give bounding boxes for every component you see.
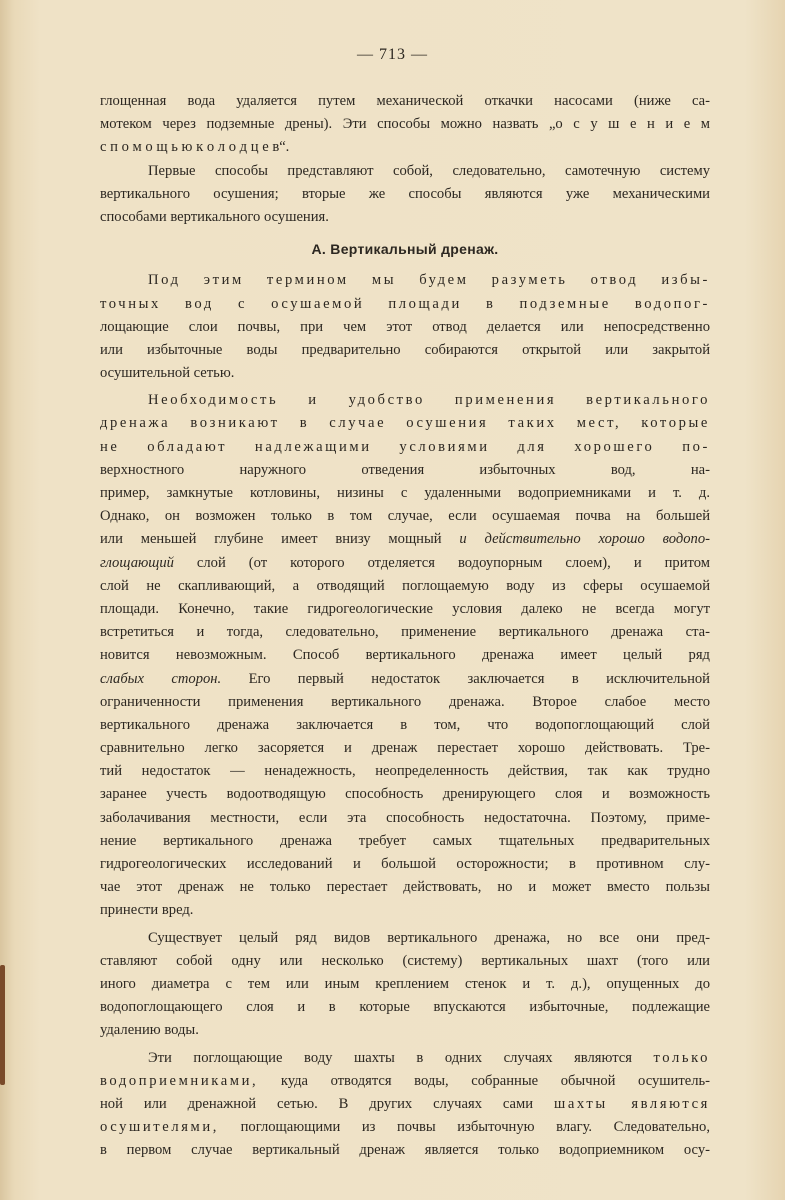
text-line: вертикального дренажа заключается в том, что водопоглощающий слой (100, 716, 710, 733)
section-heading: А. Вертикальный дренаж. (311, 241, 499, 258)
text-line: удалению воды. (100, 1022, 199, 1039)
text-line: водопоглощающего слоя и в которые впускаются избыточные, подлежащие (100, 999, 710, 1016)
text-line: точных вод с осушаемой площади в подземные водопог- (100, 295, 710, 312)
text-line: Под этим термином мы будем разуметь отвод избы- (148, 272, 710, 289)
text-line: Необходимость и удобство применения вертикального (148, 392, 710, 409)
text-line: осушительной сетью. (100, 365, 235, 382)
text-line: иного диаметра с тем или иным креплением стенок и т. д.), опущенных до (100, 975, 710, 992)
paragraph (100, 160, 710, 230)
text-line: глощенная вода удаляется путем механической откачки насосами (ниже са- (100, 93, 710, 109)
text-line: слой не скапливающий, а отводящий поглощаемую воду из сферы осушаемой (100, 577, 710, 594)
italic-fragment: и действительно хорошо водопо- (459, 531, 710, 548)
text-line: заранее учесть водоотводящую способность дренирующего слоя и возможность (100, 786, 710, 803)
text-line: пример, замкнутые котловины, низины с удаленными водоприемниками и т. д. (100, 485, 710, 501)
text-fragment: Его первый недостаток заключается в исключительной (248, 670, 710, 687)
text-line: верхностного наружного отведения избыточных вод, на- (100, 461, 710, 478)
spaced-fragment: только (653, 1049, 710, 1066)
text-line: чае этот дренаж не только перестает действовать, но и может вместо пользы (100, 879, 710, 896)
text-line: нение вертикального дренажа требует самых тщательных предварительных (100, 832, 710, 849)
text-line: Существует целый ряд видов вертикального дренажа, но все они пред- (148, 929, 710, 946)
text-line (100, 1070, 710, 1093)
text-line (100, 528, 710, 551)
text-line: или избыточные воды предварительно собираются открытой или закрытой (100, 341, 710, 358)
page-body (100, 90, 710, 1162)
text-fragment: Эти поглощающие воду шахты в одних случаях являются (148, 1049, 632, 1066)
text-line: мотеком через подземные дрены). Эти способы можно назвать „о с у ш е н и е м (100, 116, 710, 133)
text-line: дренажа возникают в случае осушения таких мест, которые (100, 415, 710, 432)
italic-fragment: глощающий (100, 554, 174, 571)
spaced-fragment: водоприемниками, (100, 1072, 259, 1089)
text-line (100, 1093, 710, 1116)
text-line: ставляют собой одну или несколько (систему) вертикальных шахт (того или (100, 952, 710, 969)
text-line: Первые способы представляют собой, следовательно, самотечную систему (148, 162, 710, 179)
text-line: площади. Конечно, такие гидрогеологические условия далеко не всегда могут (100, 600, 710, 617)
text-line (100, 1047, 710, 1070)
text-fragment: поглощающими из почвы избыточную влагу. Следовательно, (240, 1119, 710, 1136)
text-line (100, 552, 710, 575)
text-line: лощающие слои почвы, при чем этот отвод делается или непосредственно (100, 318, 710, 335)
text-fragment: слой (от которого отделяется водоупорным слоем), и притом (196, 554, 710, 571)
binding-mark (0, 965, 5, 1085)
text-line (100, 1116, 710, 1139)
text-line: тий недостаток — ненадежность, неопределенность действия, так как трудно (100, 763, 710, 780)
text-line: сравнительно легко засоряется и дренаж перестает хорошо действовать. Тре- (100, 740, 710, 757)
paragraph (100, 269, 710, 385)
spaced-fragment: шахты являются (553, 1095, 710, 1112)
paragraph (100, 389, 710, 922)
paragraph-continuation (100, 90, 710, 160)
text-line: ограниченности применения вертикального дренажа. Второе слабое место (100, 693, 710, 710)
spaced-fragment: осушителями, (100, 1119, 220, 1136)
text-fragment: ной или дренажной сетью. В других случаях сами (100, 1095, 534, 1112)
text-line: новится невозможным. Способ вертикального дренажа имеет целый ряд (100, 647, 710, 664)
text-line (100, 668, 710, 691)
text-fragment: или меньшей глубине имеет внизу мощный (100, 531, 442, 548)
text-line: Однако, он возможен только в том случае, если осушаемая почва на большей (100, 508, 710, 525)
text-line: заболачивания местности, если эта способность недостаточна. Поэтому, приме- (100, 809, 710, 826)
italic-fragment: слабых сторон. (100, 670, 222, 687)
text-line: принести вред. (100, 902, 194, 919)
text-line: встретиться и тогда, следовательно, применение вертикального дренажа ста- (100, 624, 710, 641)
text-line: с п о м о щ ь ю к о л о д ц е в“. (100, 139, 290, 156)
paragraph (100, 1047, 710, 1163)
text-line: вертикального осушения; вторые же способы являются уже механическими (100, 185, 710, 202)
text-line: гидрогеологических исследований и большой осторожности; в противном слу- (100, 856, 710, 872)
page-number: — 713 — (357, 46, 428, 63)
text-line: в первом случае вертикальный дренаж является только водоприемником осу- (100, 1142, 710, 1159)
paragraph (100, 927, 710, 1043)
text-line: не обладают надлежащими условиями для хорошего по- (100, 438, 710, 455)
text-fragment: куда отводятся воды, собранные обычной осушитель- (280, 1072, 710, 1089)
text-line: способами вертикального осушения. (100, 208, 329, 225)
